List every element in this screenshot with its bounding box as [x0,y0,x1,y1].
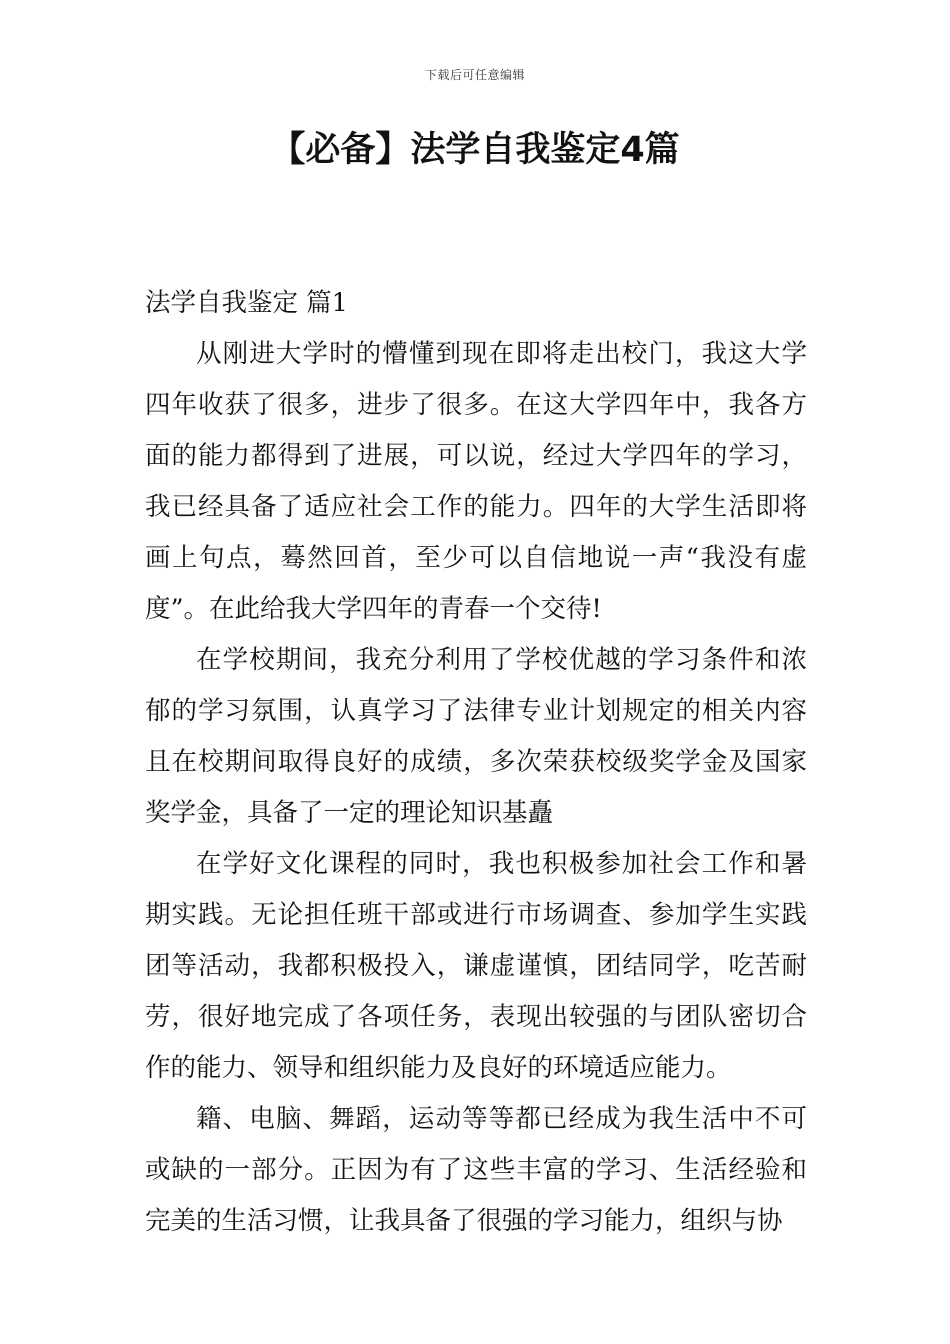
document-title: 【必备】法学自我鉴定4篇 [270,130,680,170]
paragraph-2: 在学校期间，我充分利用了学校优越的学习条件和浓郁的学习氛围，认真学习了法律专业计划规定的相关内容且在校期间取得良好的成绩，多次荣获校级奖学金及国家奖学金，具备了一定的理论知识基矗 [145,645,807,828]
section-heading: 法学自我鉴定 篇1 [145,288,348,318]
header-note: 下载后可任意编辑 [424,68,525,82]
document-body [145,278,807,1247]
paragraph-4: 籍、电脑、舞蹈，运动等等都已经成为我生活中不可或缺的一部分。正因为有了这些丰富的学习、生活经验和完美的生活习惯，让我具备了很强的学习能力，组织与协 [145,1104,807,1236]
paragraph-3: 在学好文化课程的同时，我也积极参加社会工作和暑期实践。无论担任班干部或进行市场调查、参加学生实践团等活动，我都积极投入，谦虚谨慎，团结同学，吃苦耐劳，很好地完成了各项任务，表现出较强的与团队密切合作的能力、领导和组织能力及良好的环境适应能力。 [145,849,807,1083]
paragraph-1: 从刚进大学时的懵懂到现在即将走出校门，我这大学四年收获了很多，进步了很多。在这大学四年中，我各方面的能力都得到了进展，可以说，经过大学四年的学习，我已经具备了适应社会工作的能力。四年的大学生活即将画上句点，蓦然回首，至少可以自信地说一声“我没有虚度”。在此给我大学四年的青春一个交待! [145,339,807,624]
